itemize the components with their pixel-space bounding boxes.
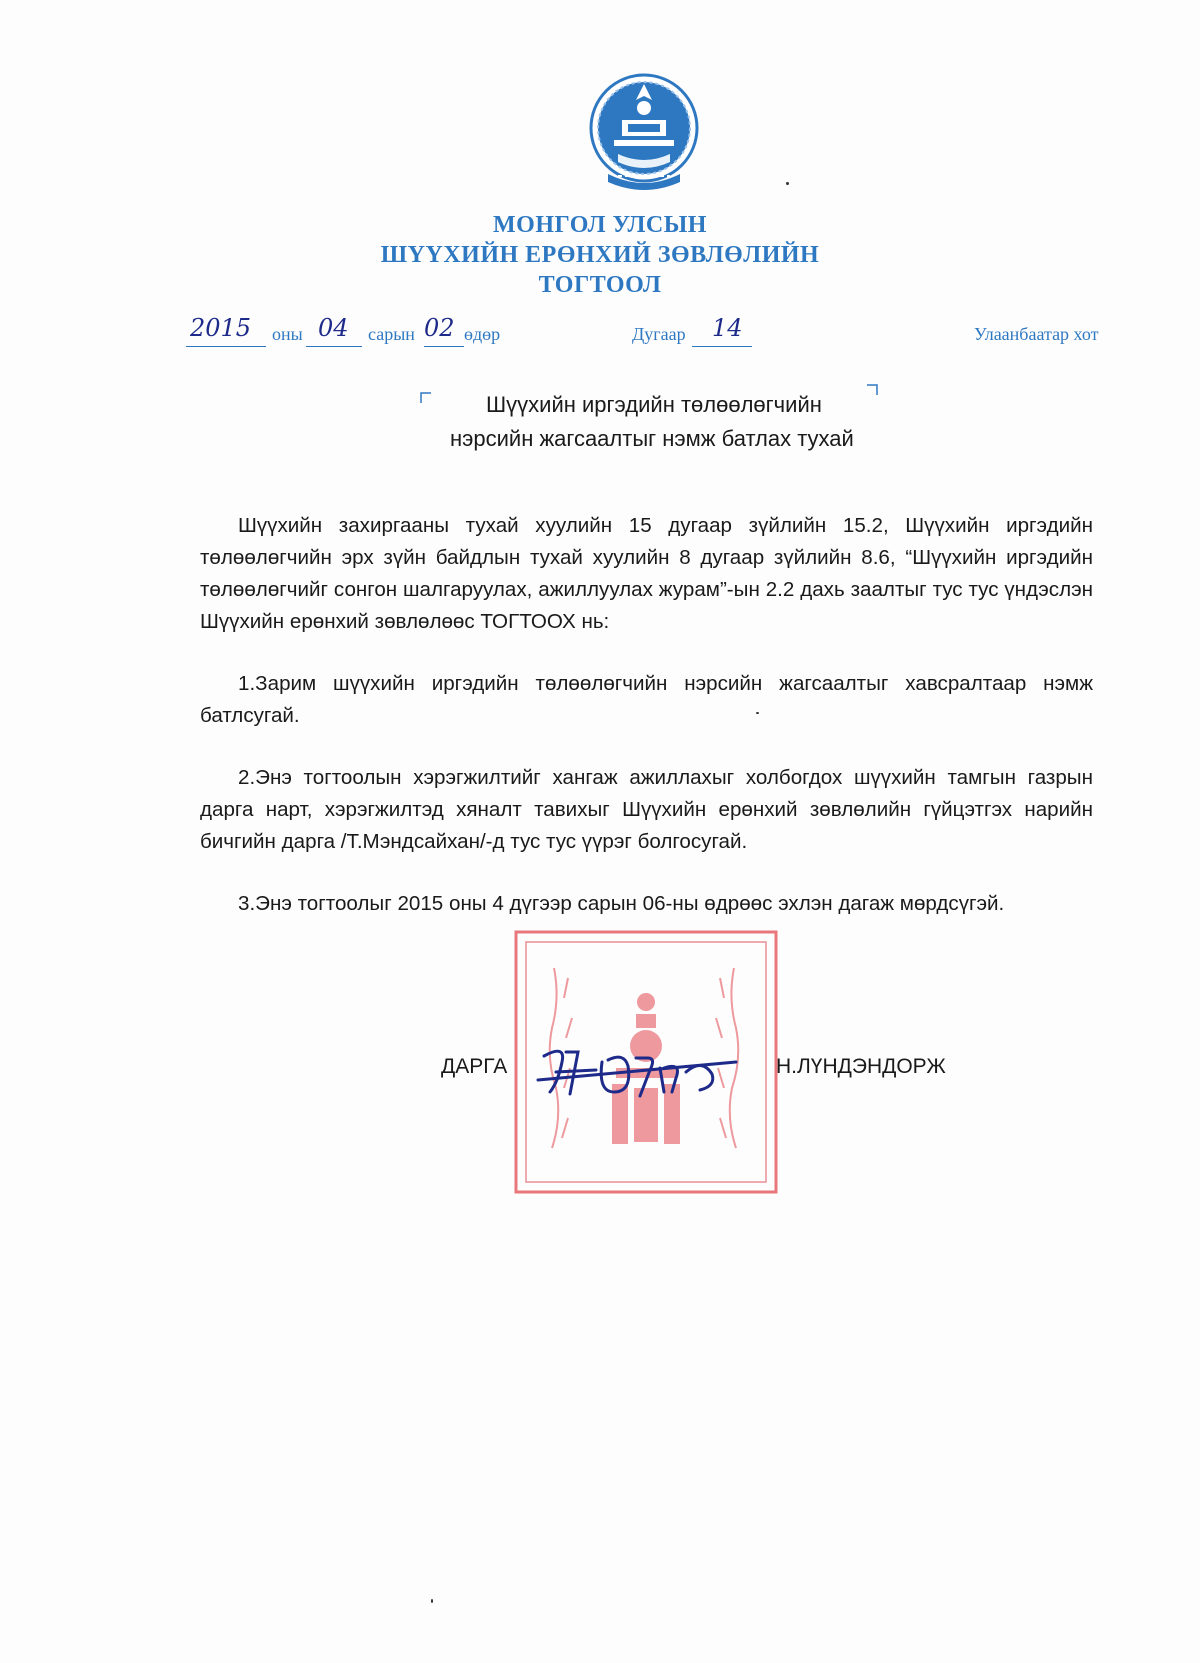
resolution-item-2: 2.Энэ тогтоолын хэрэгжилтийг хангаж ажиллахыг холбогдох шүүхийн тамгын газрын дарга нарт, хэрэгжилтэд хяналт тавихыг Шүүхийн ерөнхий зөвлөлийн гүйцэтгэх нарийн бичгийн дарга /Т.Мэндсайхан/-д тус тус үүрэг болгосугай. (200, 766, 1093, 853)
resolution-item-1: 1.Зарим шүүхийн иргэдийн төлөөлөгчийн нэрсийн жагсаалтыг хавсралтаар нэмж батлсугай. (200, 672, 1093, 727)
document-body (200, 510, 1093, 950)
scan-speck (756, 712, 759, 714)
date-day-value: 02 (424, 314, 455, 342)
signatory-title: ДАРГА (441, 1055, 508, 1078)
handwritten-signature (536, 1022, 746, 1112)
state-emblem-icon (588, 70, 700, 198)
date-day-label: өдөр (464, 324, 501, 344)
header-line-council: ШҮҮХИЙН ЕРӨНХИЙ ЗӨВЛӨЛИЙН (380, 242, 820, 268)
document-header (300, 210, 900, 300)
date-month-label: сарын (368, 324, 415, 344)
dateline (0, 310, 1200, 350)
scan-speck (786, 182, 789, 185)
bracket-corner-left-icon (420, 392, 432, 404)
scan-speck (431, 1599, 433, 1603)
signatory-name: Н.ЛҮНДЭНДОРЖ (776, 1055, 946, 1078)
resolution-item-3: 3.Энэ тогтоолыг 2015 оны 4 дүгээр сарын 06-ны өдрөөс эхлэн дагаж мөрдсүгэй. (238, 892, 1005, 915)
header-line-country: МОНГОЛ УЛСЫН (493, 212, 707, 238)
bracket-corner-right-icon (866, 384, 878, 396)
header-line-resolution: ТОГТООЛ (538, 272, 662, 298)
date-year-label: оны (272, 324, 303, 344)
date-month-value: 04 (318, 314, 349, 342)
subject-line-1: Шүүхийн иргэдийн төлөөлөгчийн (486, 392, 822, 417)
resolution-number-value: 14 (712, 314, 743, 342)
resolution-number-label: Дугаар (632, 324, 686, 344)
date-year-value: 2015 (190, 314, 252, 342)
subject-line-2: нэрсийн жагсаалтыг нэмж батлах тухай (450, 426, 854, 451)
place-of-issue: Улаанбаатар хот (974, 324, 1099, 344)
preamble-paragraph: Шүүхийн захиргааны тухай хуулийн 15 дугаар зүйлийн 15.2, Шүүхийн иргэдийн төлөөлөгчийн эрх зүйн байдлын тухай хуулийн 8 дугаар зүйлийн 8.6, “Шүүхийн иргэдийн төлөөлөгчийг сонгон шалгаруулах, ажиллуулах журам”-ын 2.2 дахь заалтыг тус тус үндэслэн Шүүхийн ерөнхий зөвлөлөөс ТОГТООХ нь: (200, 514, 1093, 633)
